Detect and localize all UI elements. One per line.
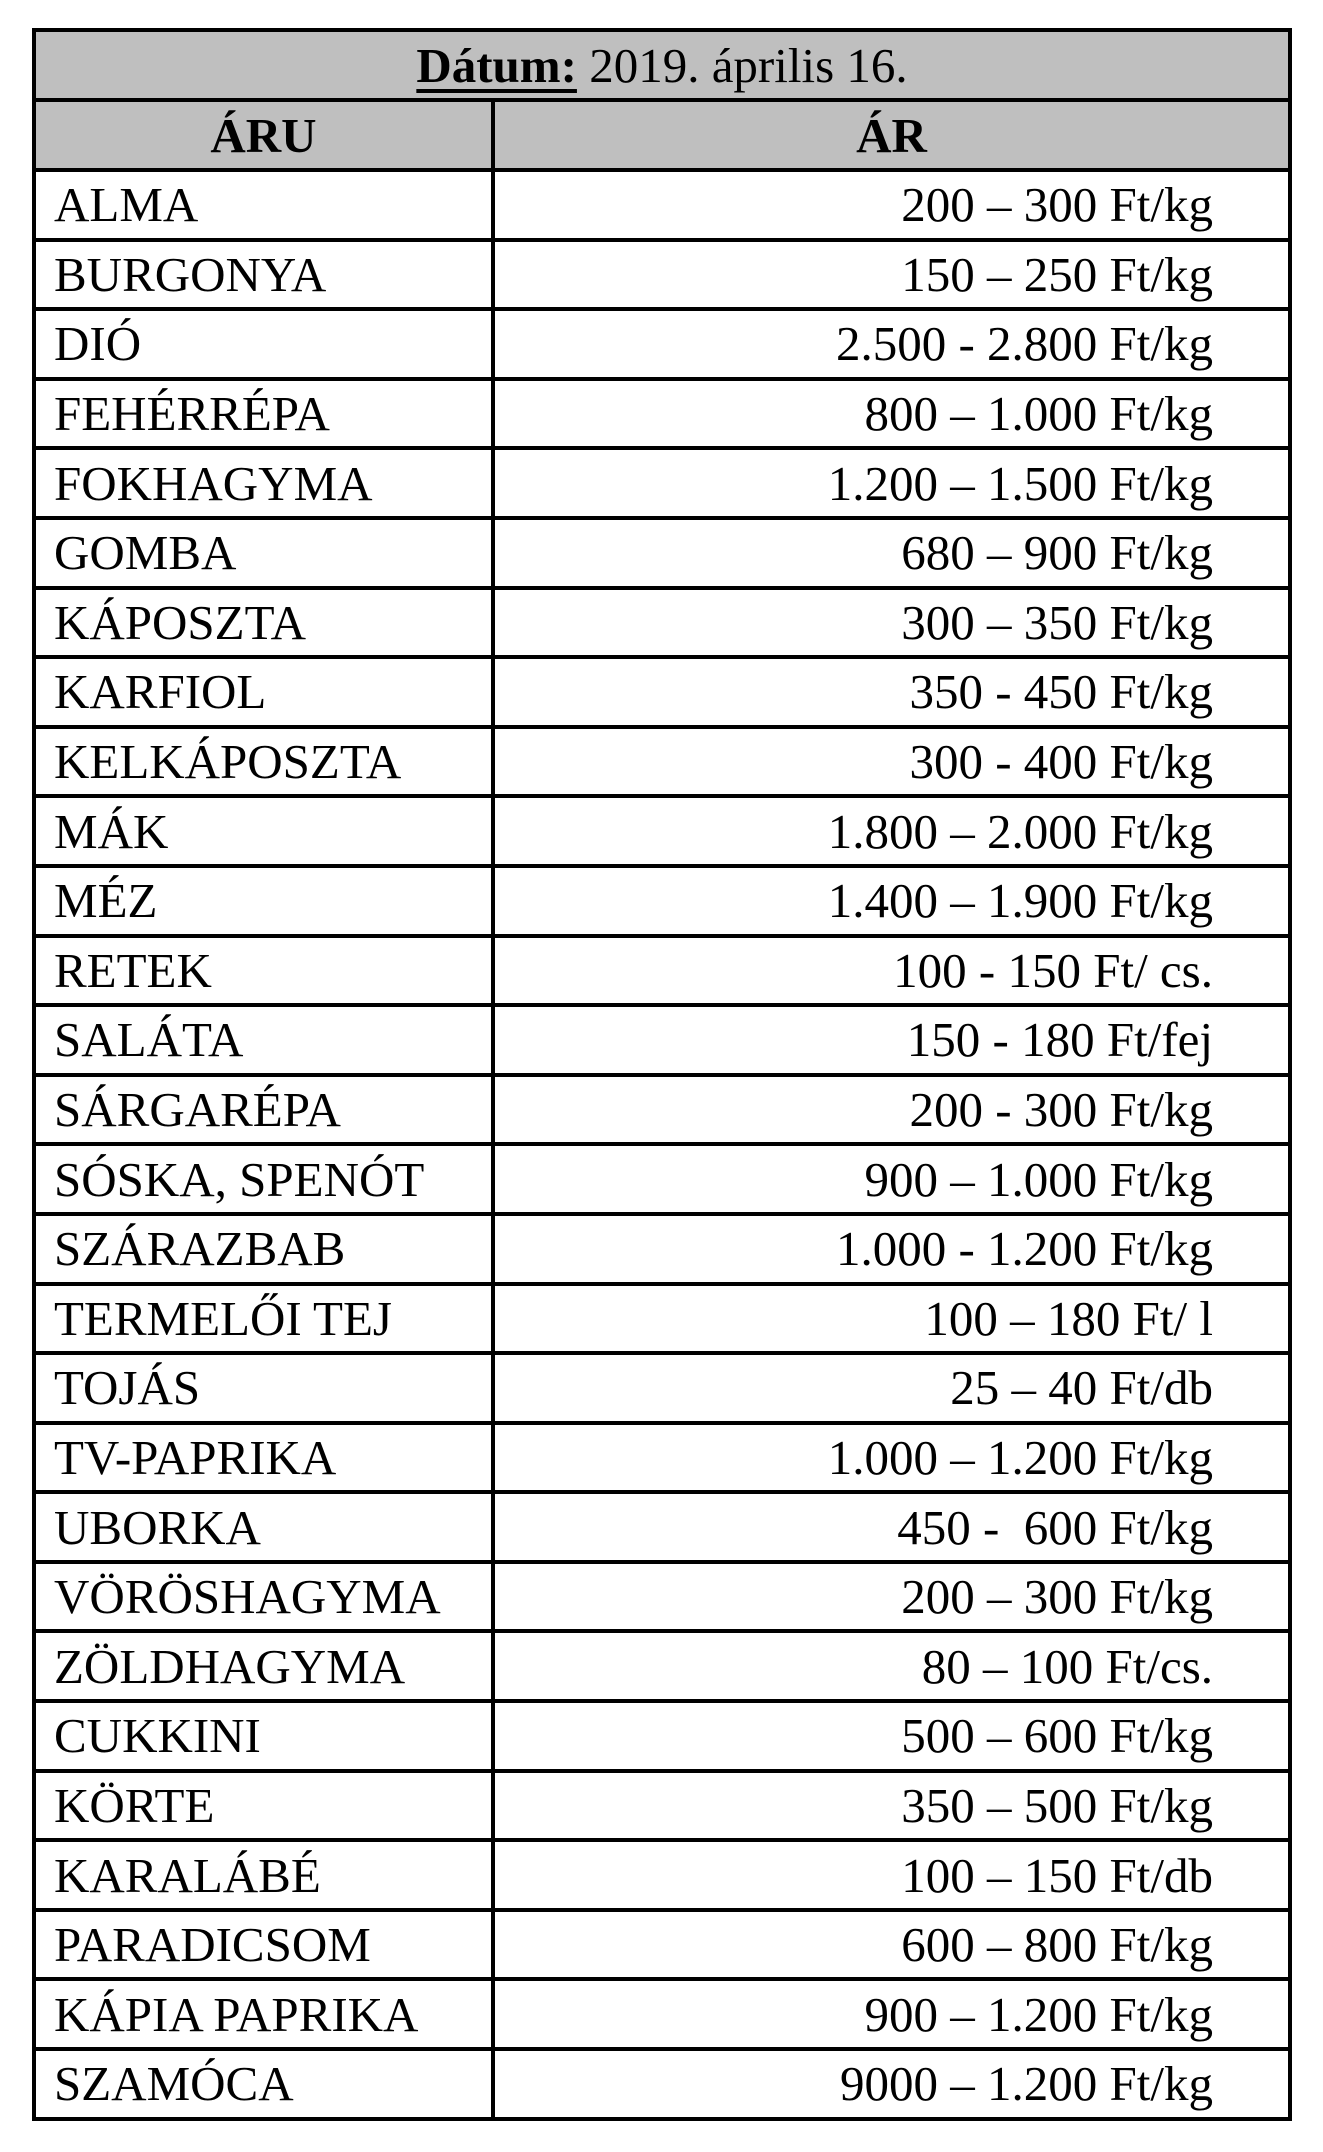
price-value: 350 - 450 Ft/kg	[493, 657, 1290, 727]
product-name: SÁRGARÉPA	[34, 1075, 493, 1145]
table-row	[34, 1492, 1290, 1562]
product-name: KÁPIA PAPRIKA	[34, 1979, 493, 2049]
table-row	[34, 448, 1290, 518]
product-name: RETEK	[34, 936, 493, 1006]
price-value: 150 – 250 Ft/kg	[493, 240, 1290, 310]
table-row	[34, 170, 1290, 240]
product-name: TV-PAPRIKA	[34, 1423, 493, 1493]
product-name: KELKÁPOSZTA	[34, 727, 493, 797]
table-row	[34, 309, 1290, 379]
table-row	[34, 240, 1290, 310]
table-row	[34, 866, 1290, 936]
product-name: ALMA	[34, 170, 493, 240]
product-name: VÖRÖSHAGYMA	[34, 1562, 493, 1632]
table-row	[34, 1353, 1290, 1423]
table-row	[34, 2049, 1290, 2119]
table-row	[34, 1075, 1290, 1145]
product-name: FEHÉRRÉPA	[34, 379, 493, 449]
price-value: 200 – 300 Ft/kg	[493, 1562, 1290, 1632]
product-name: MÁK	[34, 796, 493, 866]
table-row	[34, 796, 1290, 866]
product-name: SALÁTA	[34, 1005, 493, 1075]
price-value: 450 - 600 Ft/kg	[493, 1492, 1290, 1562]
date-row	[34, 30, 1290, 100]
table-row	[34, 1840, 1290, 1910]
price-value: 350 – 500 Ft/kg	[493, 1771, 1290, 1841]
product-name: KÖRTE	[34, 1771, 493, 1841]
price-value: 500 – 600 Ft/kg	[493, 1701, 1290, 1771]
table-row	[34, 1144, 1290, 1214]
price-value: 100 - 150 Ft/ cs.	[493, 936, 1290, 1006]
price-value: 200 - 300 Ft/kg	[493, 1075, 1290, 1145]
table-row	[34, 657, 1290, 727]
table-row	[34, 1423, 1290, 1493]
price-table	[32, 28, 1292, 2121]
table-row	[34, 1910, 1290, 1980]
table-row	[34, 379, 1290, 449]
product-name: CUKKINI	[34, 1701, 493, 1771]
price-value: 1.000 - 1.200 Ft/kg	[493, 1214, 1290, 1284]
price-value: 300 - 400 Ft/kg	[493, 727, 1290, 797]
price-value: 200 – 300 Ft/kg	[493, 170, 1290, 240]
product-name: SZAMÓCA	[34, 2049, 493, 2119]
table-row	[34, 936, 1290, 1006]
date-cell	[34, 30, 1290, 100]
table-row	[34, 1284, 1290, 1354]
table-row	[34, 1214, 1290, 1284]
product-name: BURGONYA	[34, 240, 493, 310]
price-value: 9000 – 1.200 Ft/kg	[493, 2049, 1290, 2119]
price-value: 1.000 – 1.200 Ft/kg	[493, 1423, 1290, 1493]
table-row	[34, 1562, 1290, 1632]
table-row	[34, 727, 1290, 797]
table-row	[34, 1771, 1290, 1841]
price-value: 2.500 - 2.800 Ft/kg	[493, 309, 1290, 379]
price-value: 900 – 1.000 Ft/kg	[493, 1144, 1290, 1214]
price-table-body	[34, 30, 1290, 2119]
price-value: 80 – 100 Ft/cs.	[493, 1631, 1290, 1701]
product-name: SZÁRAZBAB	[34, 1214, 493, 1284]
price-value: 1.800 – 2.000 Ft/kg	[493, 796, 1290, 866]
price-value: 25 – 40 Ft/db	[493, 1353, 1290, 1423]
price-value: 600 – 800 Ft/kg	[493, 1910, 1290, 1980]
price-value: 1.200 – 1.500 Ft/kg	[493, 448, 1290, 518]
column-header-product: ÁRU	[34, 100, 493, 170]
price-value: 800 – 1.000 Ft/kg	[493, 379, 1290, 449]
table-row	[34, 518, 1290, 588]
product-name: GOMBA	[34, 518, 493, 588]
product-name: KARALÁBÉ	[34, 1840, 493, 1910]
table-row	[34, 1701, 1290, 1771]
product-name: MÉZ	[34, 866, 493, 936]
column-header-price: ÁR	[493, 100, 1290, 170]
product-name: KARFIOL	[34, 657, 493, 727]
product-name: FOKHAGYMA	[34, 448, 493, 518]
date-label: Dátum:	[416, 37, 577, 93]
price-value: 150 - 180 Ft/fej	[493, 1005, 1290, 1075]
product-name: UBORKA	[34, 1492, 493, 1562]
product-name: ZÖLDHAGYMA	[34, 1631, 493, 1701]
date-value: 2019. április 16.	[589, 37, 908, 93]
price-value: 1.400 – 1.900 Ft/kg	[493, 866, 1290, 936]
column-header-row	[34, 100, 1290, 170]
product-name: DIÓ	[34, 309, 493, 379]
table-row	[34, 1979, 1290, 2049]
product-name: KÁPOSZTA	[34, 588, 493, 658]
table-row	[34, 1631, 1290, 1701]
price-value: 300 – 350 Ft/kg	[493, 588, 1290, 658]
table-row	[34, 588, 1290, 658]
price-value: 900 – 1.200 Ft/kg	[493, 1979, 1290, 2049]
table-row	[34, 1005, 1290, 1075]
price-value: 100 – 150 Ft/db	[493, 1840, 1290, 1910]
product-name: SÓSKA, SPENÓT	[34, 1144, 493, 1214]
price-value: 100 – 180 Ft/ l	[493, 1284, 1290, 1354]
product-name: TOJÁS	[34, 1353, 493, 1423]
price-value: 680 – 900 Ft/kg	[493, 518, 1290, 588]
product-name: TERMELŐI TEJ	[34, 1284, 493, 1354]
product-name: PARADICSOM	[34, 1910, 493, 1980]
